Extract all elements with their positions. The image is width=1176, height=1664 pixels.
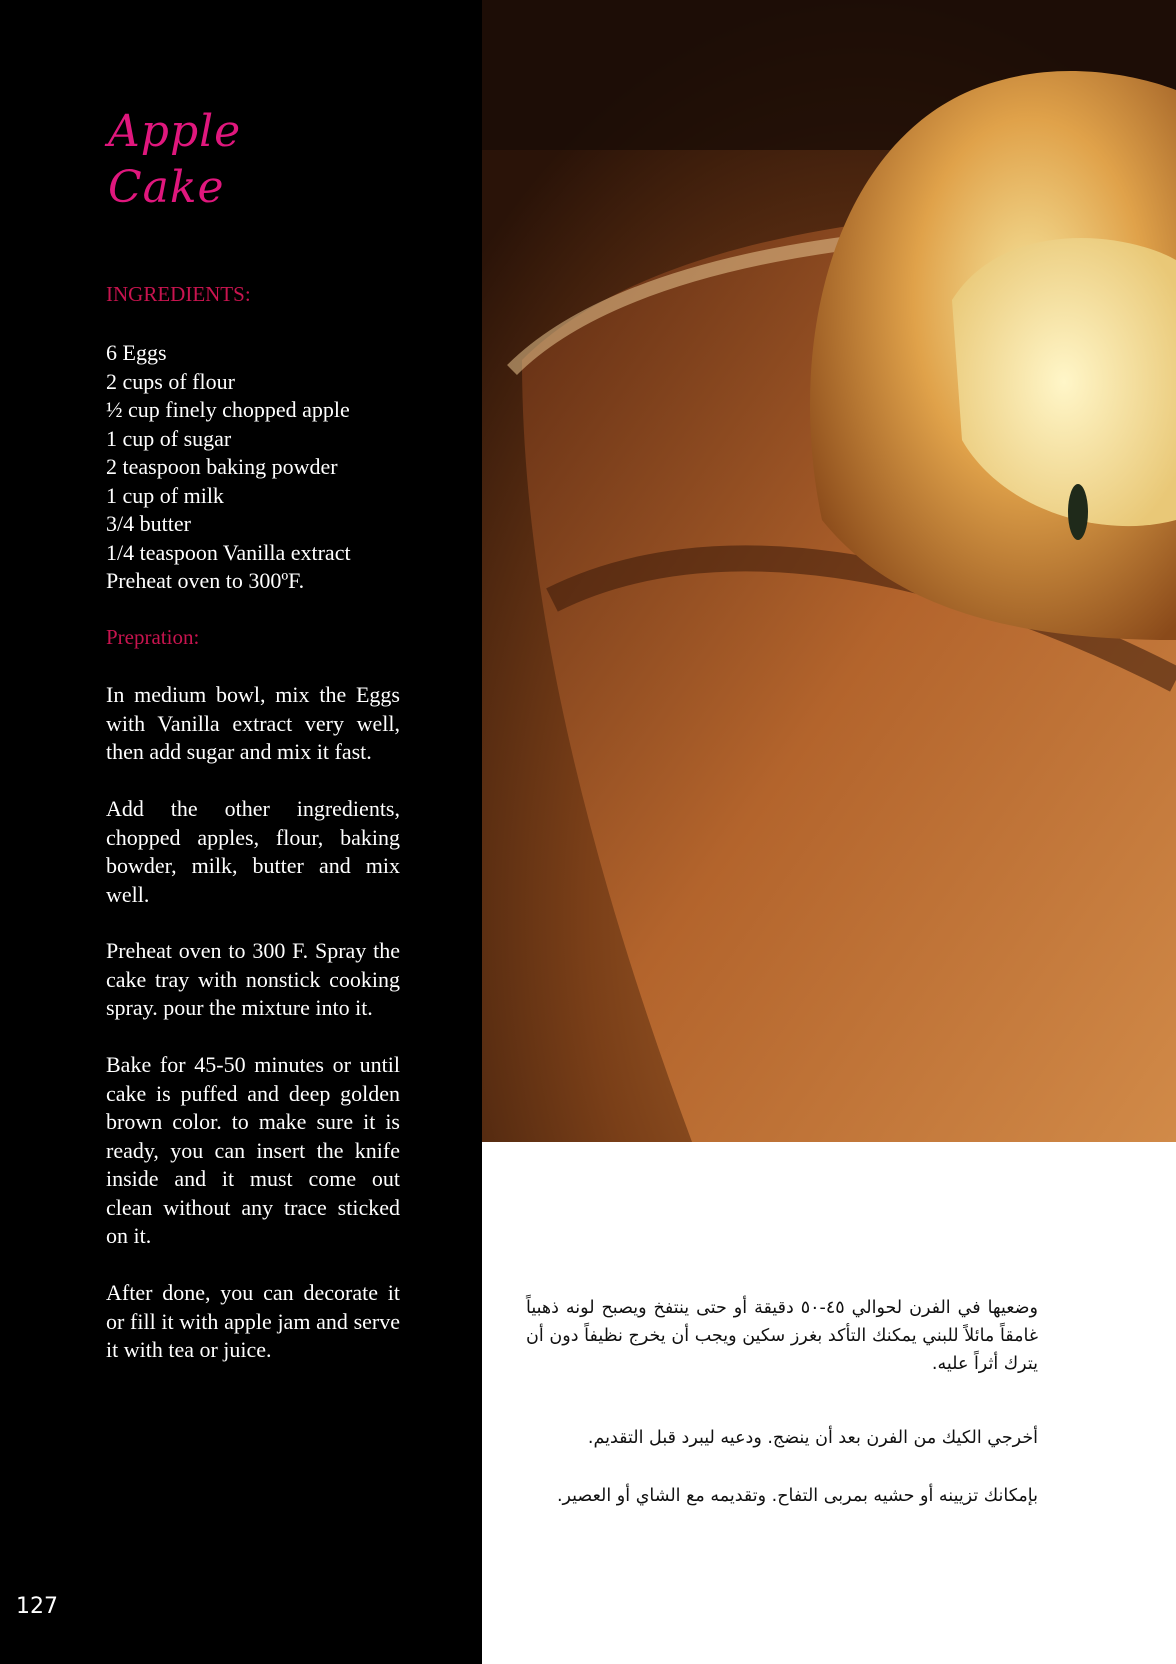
- recipe-title: [108, 104, 241, 216]
- arabic-paragraph: بإمكانك تزيينه أو حشيه بمربى التفاح. وتقديمه مع الشاي أو العصير.: [556, 1486, 1038, 1506]
- ingredient-item: 1/4 teaspoon Vanilla extract: [106, 539, 351, 565]
- title-line-1: Apple: [108, 106, 242, 157]
- left-text-panel: [0, 0, 482, 1664]
- cake-illustration: [482, 0, 1176, 1142]
- title-line-2: Cake: [108, 162, 225, 213]
- preparation-step: Bake for 45-50 minutes or until cake is puffed and deep golden brown color. to make sure it is ready, you can insert the knife inside and it must come out clean without any trace sticked on it.: [106, 1052, 400, 1248]
- ingredient-item: Preheat oven to 300ºF.: [106, 568, 305, 593]
- ingredient-item: ½ cup finely chopped apple: [106, 397, 350, 422]
- ingredient-item: 2 cups of flour: [106, 368, 235, 394]
- ingredients-heading: INGREDIENTS:: [106, 282, 251, 306]
- ingredient-item: 2 teaspoon baking powder: [106, 454, 338, 479]
- ingredient-list: [106, 339, 351, 596]
- ingredient-item: 3/4 butter: [106, 511, 191, 536]
- arabic-paragraph: وضعيها في الفرن لحوالي ٤٥-٥٠ دقيقة أو حتى ينتفخ ويصبح لونه ذهبياً غامقاً مائلاً للبني يمكنك التأكد بغرز سكين ويجب أن يخرج نظيفاً دون أن يترك أثراً عليه.: [526, 1298, 1038, 1374]
- apple-piece: [1068, 484, 1088, 540]
- apple-cake-photo: [482, 0, 1176, 1142]
- preparation-step: After done, you can decorate it or fill it with apple jam and serve it with tea or juice.: [106, 1280, 400, 1362]
- ingredient-item: 1 cup of milk: [106, 482, 224, 508]
- preparation-step: In medium bowl, mix the Eggs with Vanilla extract very well, then add sugar and mix it fast.: [106, 682, 400, 764]
- ingredient-item: 1 cup of sugar: [106, 425, 232, 451]
- page-number: 127: [16, 1594, 58, 1619]
- ingredient-item: 6 Eggs: [106, 340, 167, 365]
- arabic-paragraph: أخرجي الكيك من الفرن بعد أن ينضج. ودعيه ليبرد قبل التقديم.: [587, 1428, 1038, 1448]
- preparation-step: Add the other ingredients, chopped apples, flour, baking bowder, milk, butter and mix well.: [106, 796, 400, 907]
- preparation-step: Preheat oven to 300 F. Spray the cake tray with nonstick cooking spray. pour the mixture into it.: [106, 938, 400, 1020]
- preparation-heading: Prepration:: [106, 625, 200, 649]
